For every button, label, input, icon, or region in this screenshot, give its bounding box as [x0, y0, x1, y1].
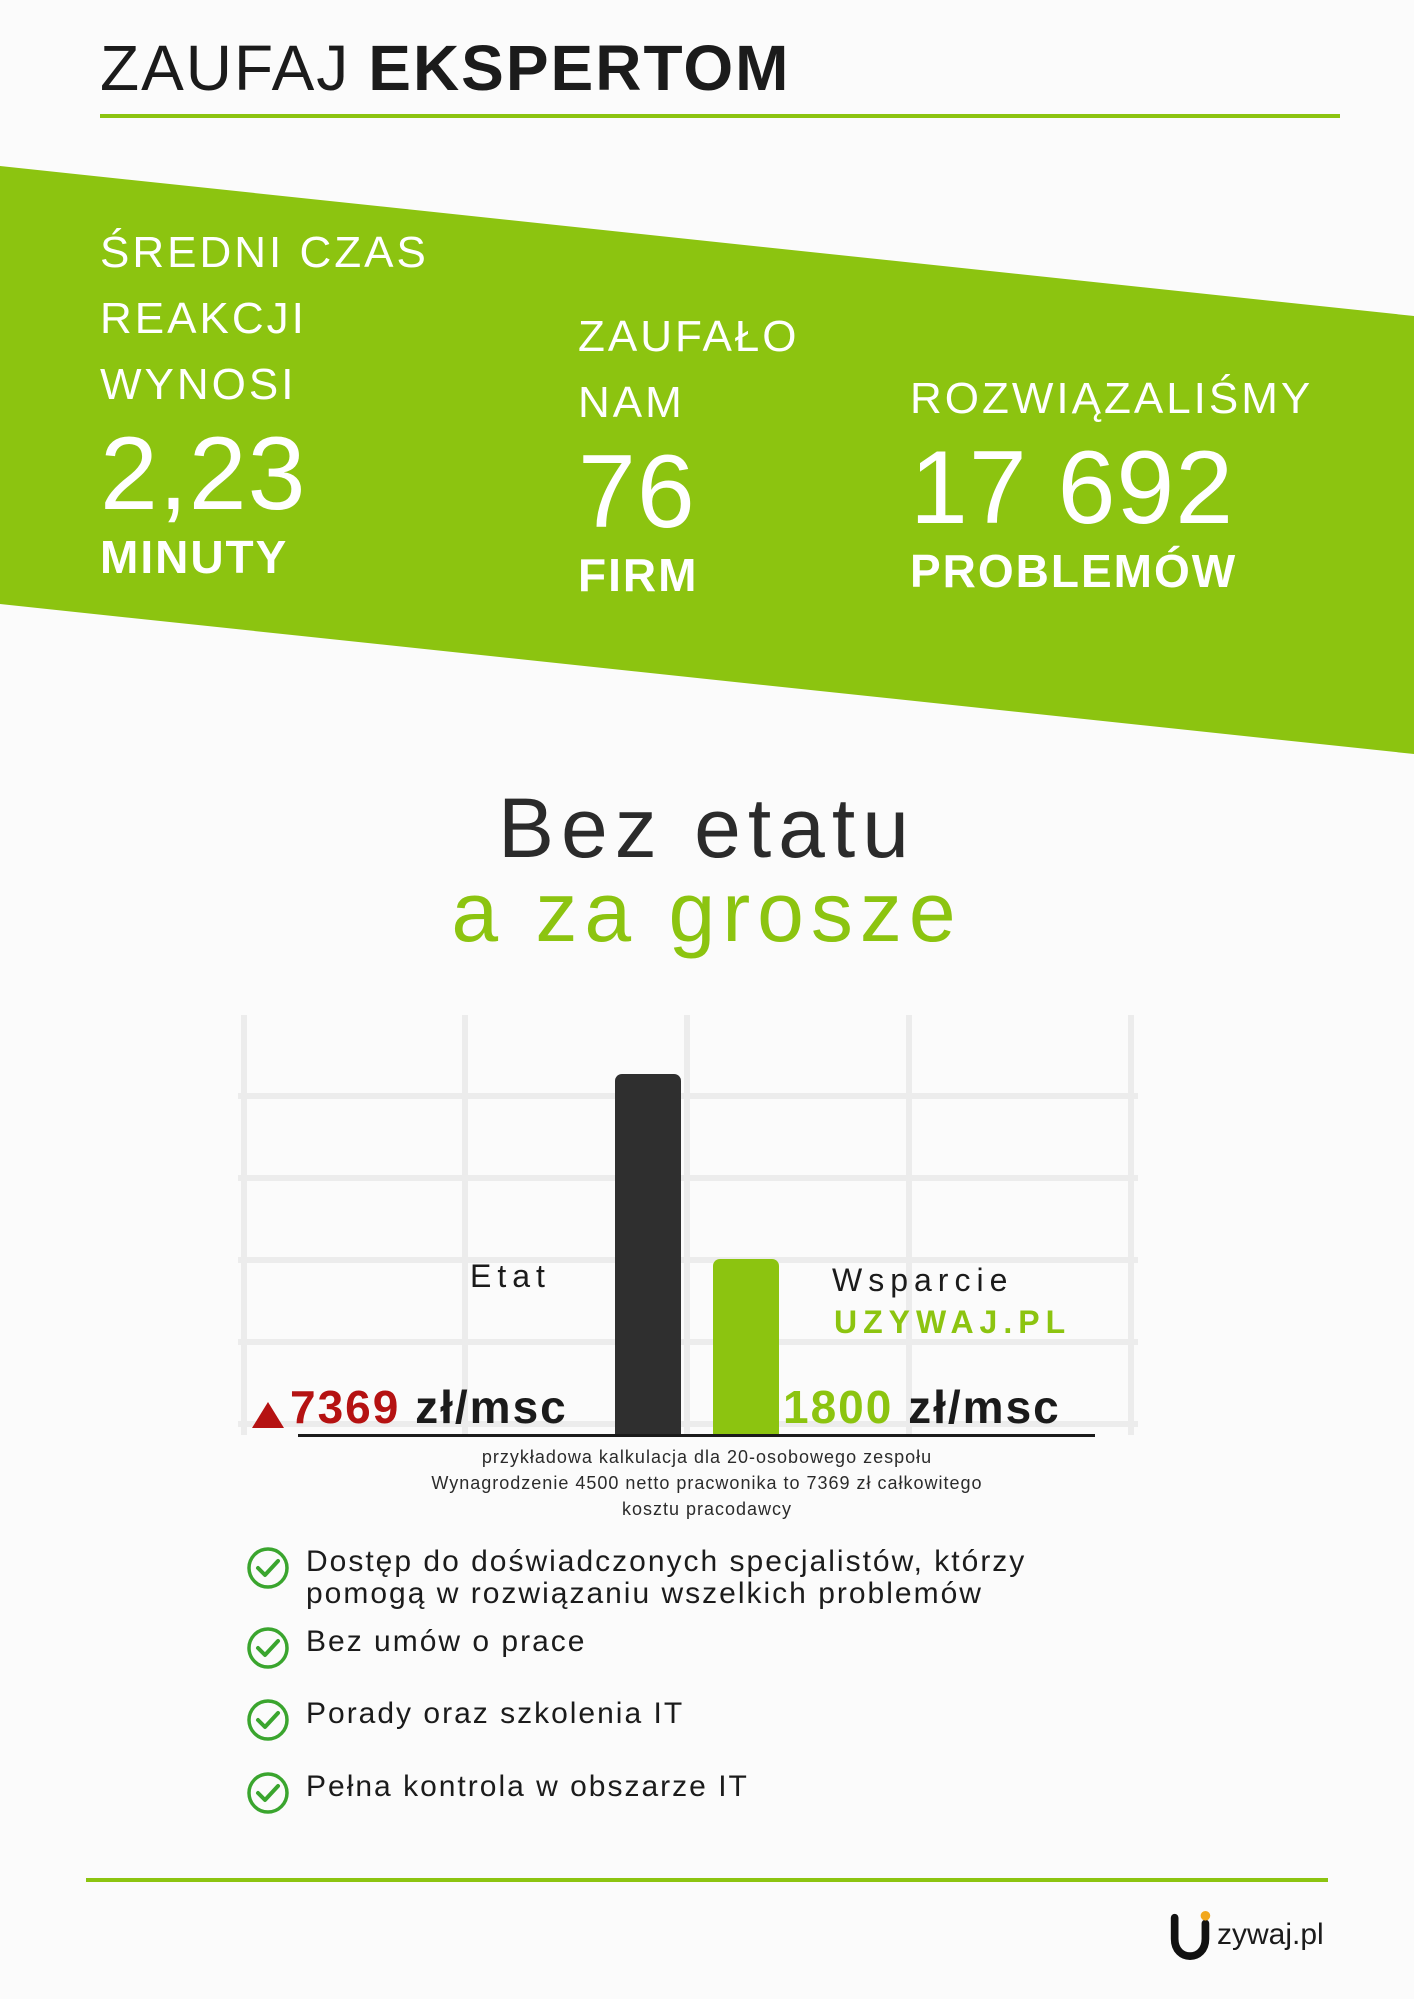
feature-text-line: pomogą w rozwiązaniu wszelkich problemów	[306, 1577, 983, 1610]
feature-text: Porady oraz szkolenia IT	[306, 1697, 685, 1730]
etat-label: Etat	[470, 1258, 551, 1294]
stat-label: REAKCJI	[100, 294, 307, 343]
page-title-bold: EKSPERTOM	[368, 32, 791, 104]
brand-logo-text[interactable]: zywaj.pl	[1217, 1918, 1324, 1951]
check-circle-icon	[246, 1626, 290, 1670]
stat-value: 76	[578, 434, 696, 550]
stat-unit: PROBLEMÓW	[910, 545, 1238, 597]
stat-problems	[910, 366, 1313, 598]
feature-text: Pełna kontrola w obszarze IT	[306, 1770, 749, 1803]
bar-support	[713, 1259, 779, 1436]
support-cost-unit: zł/msc	[908, 1381, 1061, 1433]
hero-heading: Bez etatu	[498, 781, 916, 875]
feature-text	[306, 1546, 1026, 1610]
check-circle-icon	[246, 1771, 290, 1815]
check-circle-icon	[246, 1698, 290, 1742]
calculation-note: kosztu pracodawcy	[621, 1499, 793, 1519]
stat-label: WYNOSI	[100, 360, 297, 409]
up-arrow-icon	[252, 1402, 284, 1428]
calculation-note: Wynagrodzenie 4500 netto pracwonika to 7369 zł całkowitego	[431, 1473, 983, 1493]
stat-value: 17 692	[910, 430, 1235, 546]
support-label: Wsparcie	[832, 1262, 1014, 1298]
stat-value: 2,23	[100, 416, 307, 532]
check-circle-icon	[246, 1546, 290, 1590]
etat-cost-value: 7369	[290, 1381, 401, 1433]
etat-cost-unit: zł/msc	[415, 1381, 568, 1433]
stat-label: NAM	[578, 378, 685, 427]
bar-etat	[615, 1074, 681, 1436]
hero-subheading: a za grosze	[451, 865, 963, 959]
etat-cost	[290, 1380, 568, 1434]
feature-text-line: Dostęp do doświadczonych specjalistów, którzy	[306, 1545, 1027, 1578]
support-cost	[783, 1380, 1061, 1434]
comparison-baseline	[298, 1434, 1095, 1437]
stat-companies	[578, 304, 800, 602]
calculation-note: przykładowa kalkulacja dla 20-osobowego zespołu	[481, 1447, 933, 1467]
feature-text: Bez umów o prace	[306, 1625, 587, 1658]
stat-label: ROZWIĄZALIŚMY	[910, 374, 1314, 423]
brand-logo-icon[interactable]	[1168, 1910, 1214, 1960]
footer-divider	[86, 1878, 1328, 1882]
stat-label: ZAUFAŁO	[578, 312, 800, 361]
support-brand-label: UZYWAJ.PL	[834, 1304, 1072, 1340]
page-title-light: ZAUFAJ	[100, 32, 351, 104]
comparison-grid	[238, 1015, 1138, 1435]
support-cost-value: 1800	[783, 1381, 894, 1433]
stat-response-time	[100, 220, 429, 584]
stat-unit: MINUTY	[100, 531, 289, 583]
stat-unit: FIRM	[578, 549, 699, 601]
stat-label: ŚREDNI CZAS	[100, 228, 429, 277]
